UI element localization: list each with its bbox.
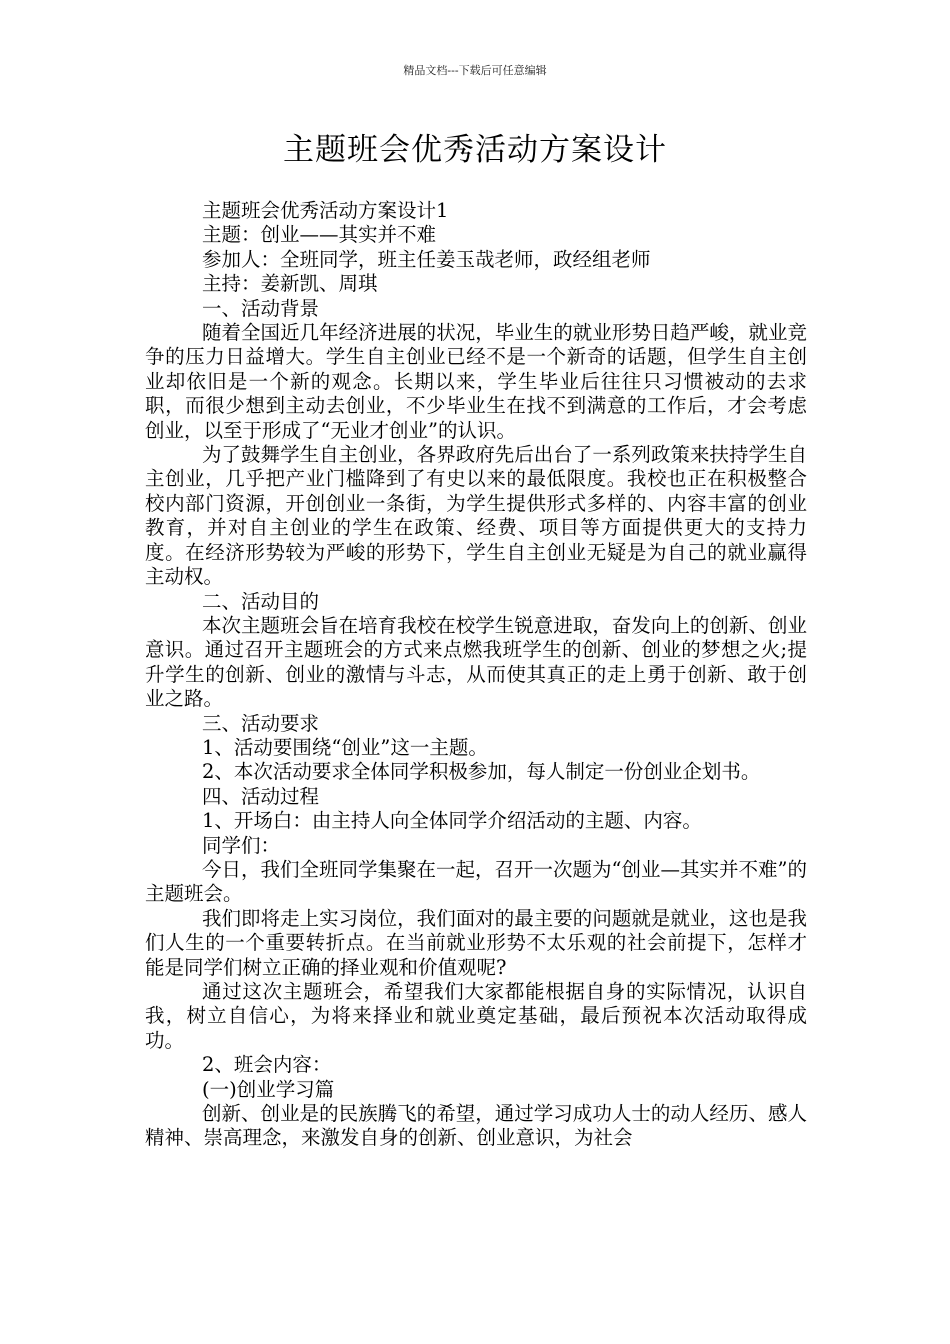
section-heading: 二、活动目的 [202, 589, 320, 613]
document-body [145, 199, 807, 1151]
section-heading: 一、活动背景 [202, 296, 320, 320]
list-item: 2、班会内容： [202, 1053, 332, 1077]
section-heading: 三、活动要求 [202, 711, 320, 735]
paragraph: 主持：姜新凯、周琪 [202, 272, 378, 296]
paragraph: 主题班会优秀活动方案设计1 [202, 199, 449, 222]
paragraph: 参加人：全班同学，班主任姜玉哉老师，政经组老师 [202, 247, 651, 271]
paragraph: 通过这次主题班会，希望我们大家都能根据自身的实际情况，认识自我，树立自信心，为将来择业和就业奠定基础，最后预祝本次活动取得成功。 [145, 980, 807, 1052]
document-title: 主题班会优秀活动方案设计 [283, 132, 667, 168]
paragraph: 为了鼓舞学生自主创业，各界政府先后出台了一系列政策来扶持学生自主创业，几乎把产业门槛降到了有史以来的最低限度。我校也正在积极整合校内部门资源，开创创业一条街，为学生提供形式多样的、内容丰富的创业教育，并对自主创业的学生在政策、经费、项目等方面提供更大的支持力度。在经济形势较为严峻的形势下，学生自主创业无疑是为自己的就业赢得主动权。 [145, 443, 807, 589]
list-item: 1、活动要围绕“创业”这一主题。 [202, 735, 488, 759]
paragraph: 同学们： [202, 833, 281, 857]
paragraph: 随着全国近几年经济进展的状况，毕业生的就业形势日趋严峻，就业竞争的压力日益增大。学生自主创业已经不是一个新奇的话题，但学生自主创业却依旧是一个新的观念。长期以来，学生毕业后往往只习惯被动的去求职，而很少想到主动去创业，不少毕业生在找不到满意的工作后，才会考虑创业，以至于形成了“无业才创业”的认识。 [145, 321, 807, 442]
list-item: 1、开场白：由主持人向全体同学介绍活动的主题、内容。 [202, 809, 702, 833]
paragraph: 主题：创业——其实并不难 [202, 223, 437, 247]
paragraph: 今日，我们全班同学集聚在一起，召开一次题为“创业—其实并不难”的主题班会。 [145, 857, 807, 906]
subsection-heading: (一)创业学习篇 [202, 1077, 335, 1101]
section-heading: 四、活动过程 [202, 784, 320, 808]
paragraph: 创新、创业是的民族腾飞的希望，通过学习成功人士的动人经历、感人精神、崇高理念，来激发自身的创新、创业意识，为社会 [145, 1102, 807, 1150]
header-note: 精品文档---下载后可任意编辑 [403, 64, 547, 77]
list-item: 2、本次活动要求全体同学积极参加，每人制定一份创业企划书。 [202, 760, 761, 784]
paragraph: 本次主题班会旨在培育我校在校学生锐意进取，奋发向上的创新、创业意识。通过召开主题班会的方式来点燃我班学生的创新、创业的梦想之火;提升学生的创新、创业的激情与斗志，从而使其真正的走上勇于创新、敢于创业之路。 [145, 613, 807, 711]
paragraph: 我们即将走上实习岗位，我们面对的最主要的问题就是就业，这也是我们人生的一个重要转折点。在当前就业形势不太乐观的社会前提下，怎样才能是同学们树立正确的择业观和价值观呢? [145, 906, 807, 979]
